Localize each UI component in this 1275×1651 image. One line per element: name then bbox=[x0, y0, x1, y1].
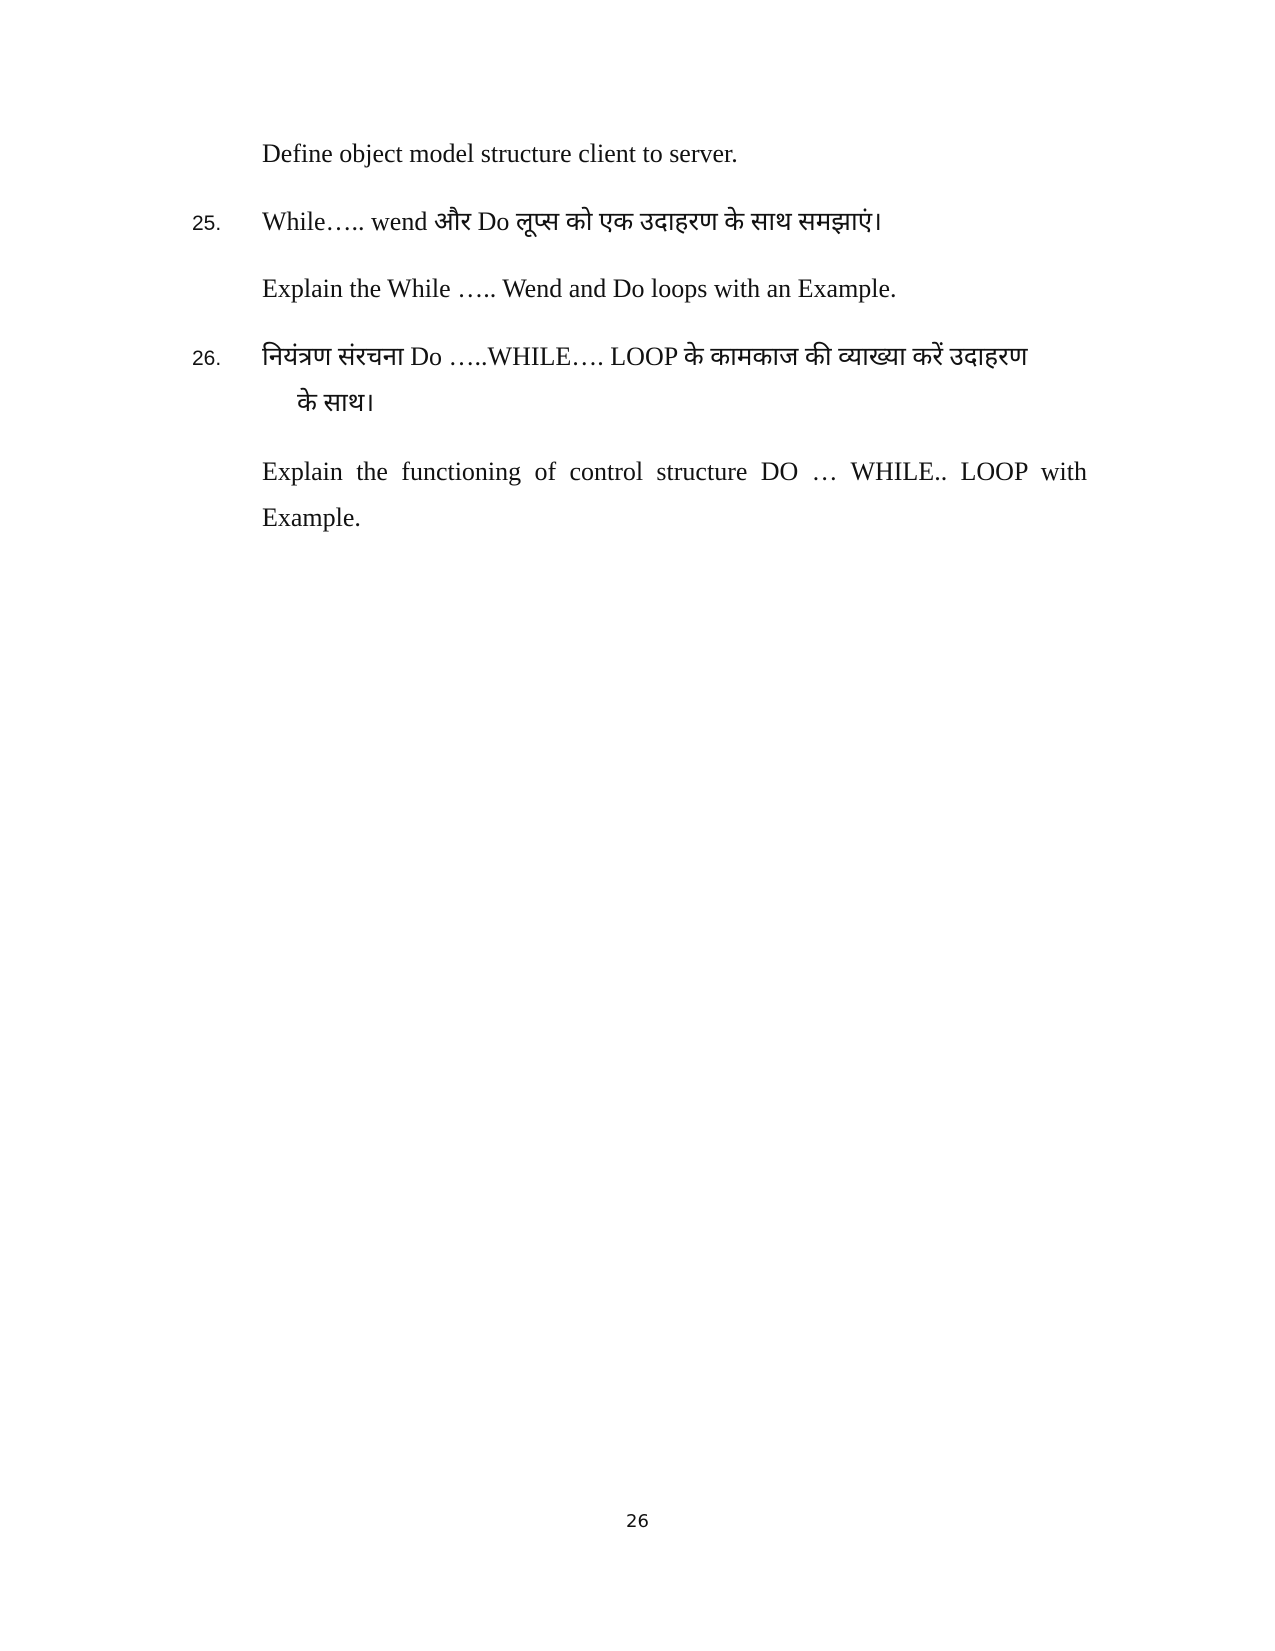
question-26-hindi-line-1: नियंत्रण संरचना Do …..WHILE…. LOOP के कामकाज की व्याख्या करें उदाहरण bbox=[262, 342, 1028, 371]
question-25-english-text: Explain the While ….. Wend and Do loops with an Example. bbox=[262, 274, 897, 303]
page-number: 26 bbox=[626, 1511, 649, 1532]
question-25-hindi-text: While….. wend और Do लूप्स को एक उदाहरण के साथ समझाएं। bbox=[262, 207, 882, 236]
question-24-english-text: Define object model structure client to server. bbox=[262, 139, 738, 168]
question-25-number: 25. bbox=[192, 212, 222, 235]
question-26-english-text: Explain the functioning of control structure DO … WHILE.. LOOP with Example. bbox=[262, 457, 1087, 532]
question-26-number: 26. bbox=[192, 347, 222, 370]
question-26-hindi-line-2: के साथ। bbox=[297, 388, 375, 417]
